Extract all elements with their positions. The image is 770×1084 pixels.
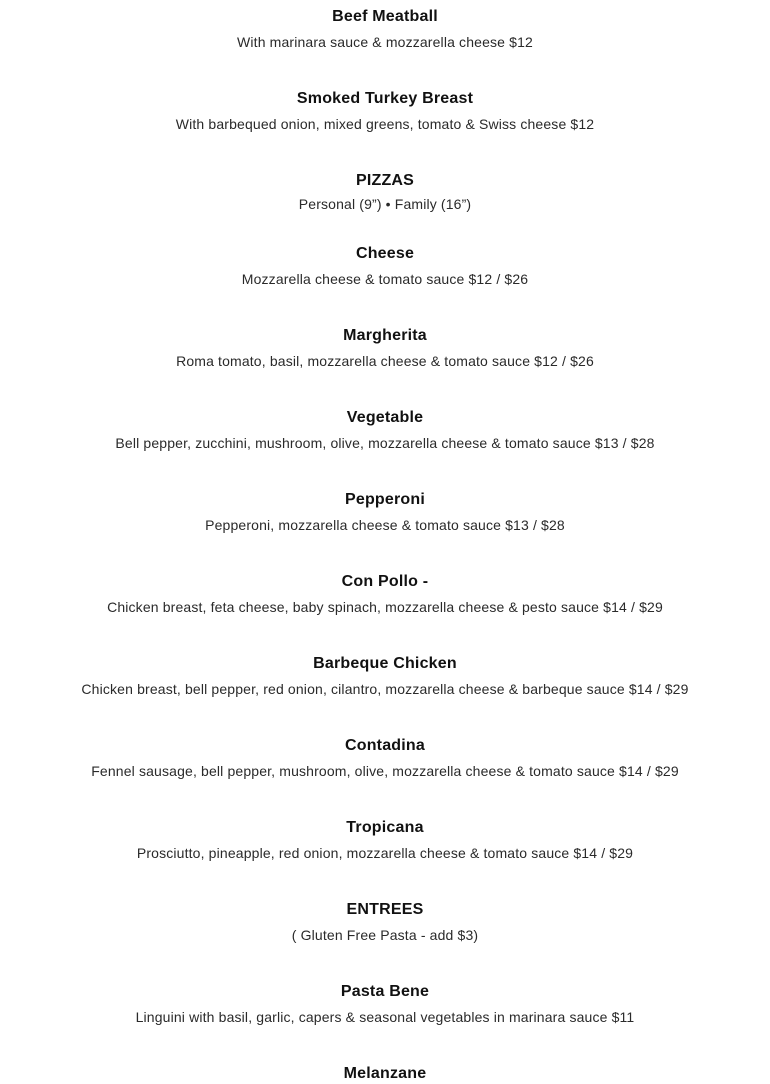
section-subtitle: Personal (9”) • Family (16”) xyxy=(298,196,472,212)
menu-item-description: Mozzarella cheese & tomato sauce $12 / $26 xyxy=(241,271,529,287)
menu-item-smoked-turkey-breast xyxy=(0,89,770,133)
menu-item-description: Roma tomato, basil, mozzarella cheese & tomato sauce $12 / $26 xyxy=(176,353,594,369)
menu-item-vegetable xyxy=(0,408,770,452)
menu-item-description: Fennel sausage, bell pepper, mushroom, olive, mozzarella cheese & tomato sauce $14 / $29 xyxy=(91,763,679,779)
menu-item-title: Pasta Bene xyxy=(340,983,430,1000)
menu-item-title: Barbeque Chicken xyxy=(313,655,457,672)
menu-item-title: Melanzane xyxy=(343,1065,427,1082)
menu-item-description: Chicken breast, bell pepper, red onion, cilantro, mozzarella cheese & barbeque sauce $14 / $29 xyxy=(81,681,689,697)
menu-item-margherita xyxy=(0,326,770,370)
menu-item-title: Pepperoni xyxy=(344,491,426,508)
menu-item-title: Con Pollo - xyxy=(341,573,429,590)
menu-item-title: Smoked Turkey Breast xyxy=(296,90,474,107)
section-header-entrees xyxy=(0,900,770,944)
menu-item-description: Bell pepper, zucchini, mushroom, olive, mozzarella cheese & tomato sauce $13 / $28 xyxy=(115,435,655,451)
menu-item-description: Linguini with basil, garlic, capers & seasonal vegetables in marinara sauce $11 xyxy=(135,1009,635,1025)
menu-item-title: Cheese xyxy=(355,245,415,262)
section-header-pizzas xyxy=(0,171,770,213)
menu-item-beef-meatball xyxy=(0,7,770,51)
menu-item-con-pollo xyxy=(0,572,770,616)
section-subtitle: ( Gluten Free Pasta - add $3) xyxy=(291,927,479,943)
menu-item-title: Margherita xyxy=(343,327,427,344)
menu-item-pepperoni xyxy=(0,490,770,534)
section-title: PIZZAS xyxy=(355,172,415,189)
menu-item-melanzane xyxy=(0,1064,770,1084)
menu-item-title: Tropicana xyxy=(346,819,424,836)
menu-item-barbeque-chicken xyxy=(0,654,770,698)
menu-item-title: Contadina xyxy=(344,737,426,754)
menu-item-description: Prosciutto, pineapple, red onion, mozzarella cheese & tomato sauce $14 / $29 xyxy=(136,845,634,861)
menu-item-title: Beef Meatball xyxy=(332,8,438,25)
menu-item-tropicana xyxy=(0,818,770,862)
menu-item-cheese xyxy=(0,244,770,288)
menu-item-title: Vegetable xyxy=(346,409,424,426)
menu-item-description: Pepperoni, mozzarella cheese & tomato sauce $13 / $28 xyxy=(205,517,565,533)
menu-item-pasta-bene xyxy=(0,982,770,1026)
section-title: ENTREES xyxy=(346,901,424,918)
menu-item-description: With marinara sauce & mozzarella cheese $12 xyxy=(237,34,533,50)
menu-item-description: Chicken breast, feta cheese, baby spinach, mozzarella cheese & pesto sauce $14 / $29 xyxy=(107,599,663,615)
menu-item-description: With barbequed onion, mixed greens, tomato & Swiss cheese $12 xyxy=(175,116,595,132)
menu-item-contadina xyxy=(0,736,770,780)
